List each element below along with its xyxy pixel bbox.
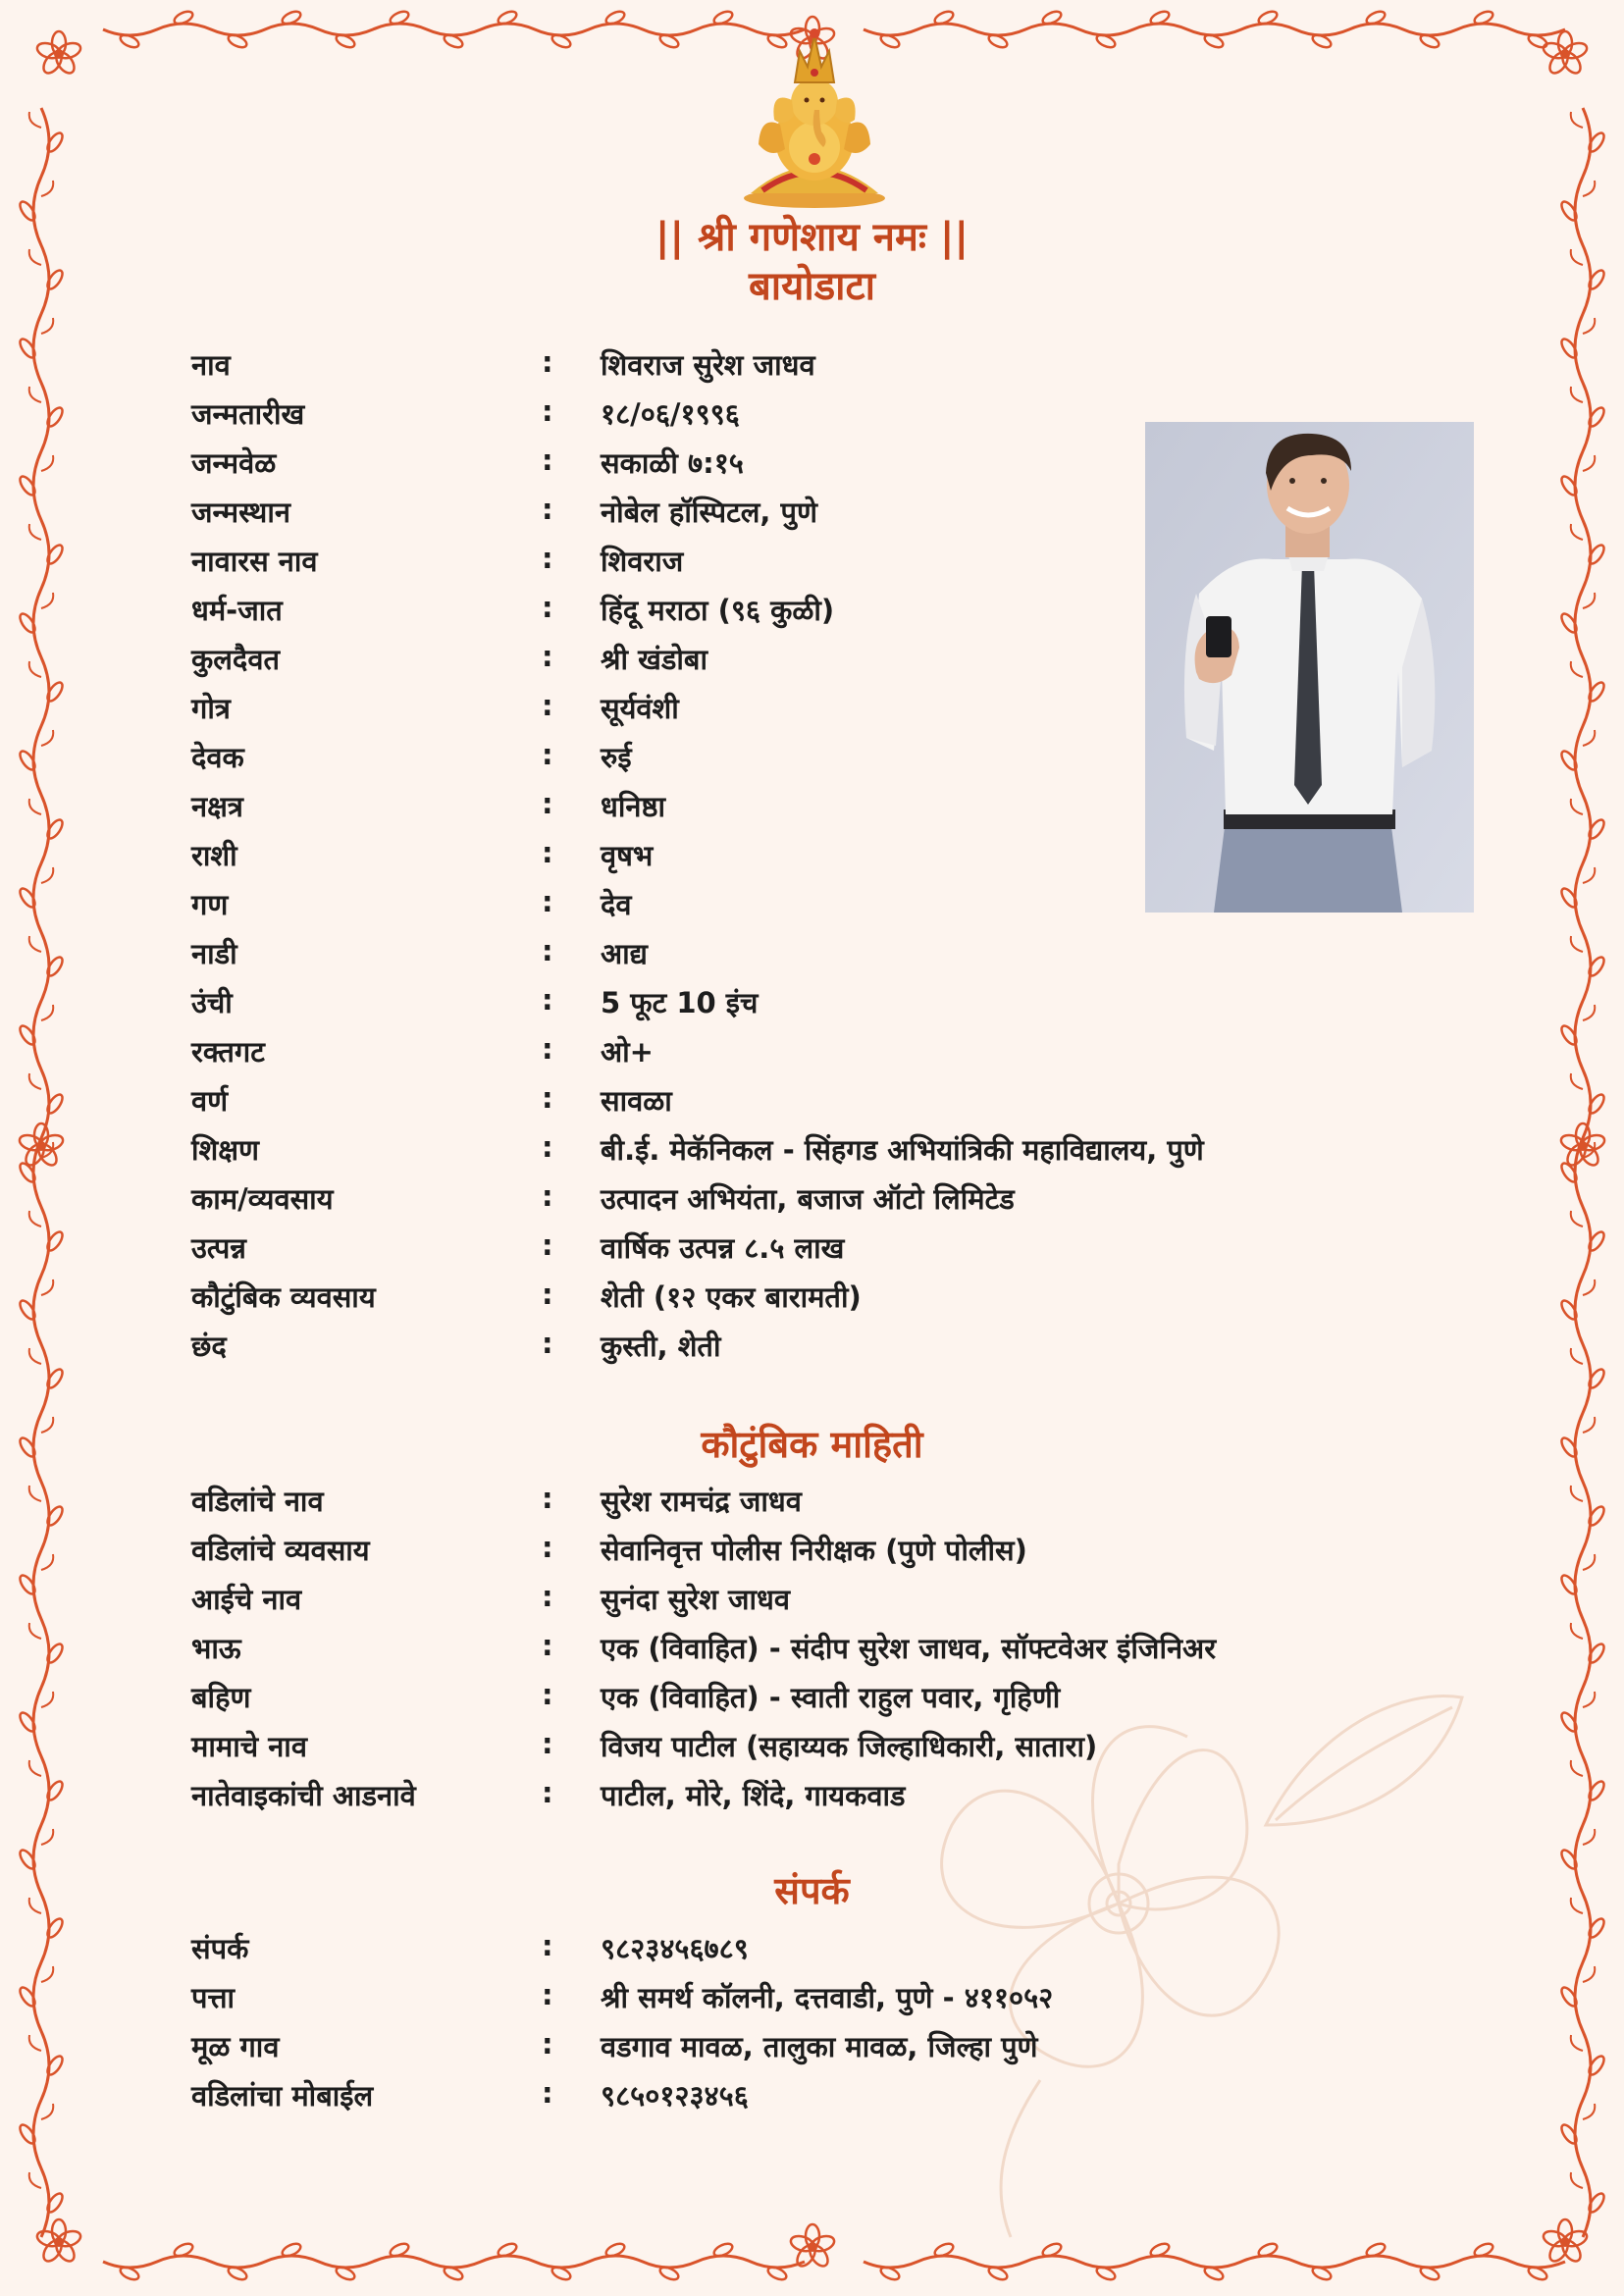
detail-row: [0, 391, 1624, 440]
vine-curl: [1583, 318, 1595, 334]
horizontal-vine: [864, 24, 1565, 35]
field-separator: :: [542, 1531, 553, 1564]
field-value: कुस्ती, शेती: [601, 1330, 721, 1363]
field-separator: :: [542, 1032, 553, 1066]
field-label: उंची: [191, 986, 233, 1019]
field-value: ९८५०१२३४५६: [601, 2079, 749, 2113]
field-separator: :: [542, 1327, 553, 1360]
vine-curl: [29, 2172, 41, 2188]
field-separator: :: [542, 640, 553, 673]
field-label: नाडी: [191, 937, 237, 970]
field-value: सकाळी ७:१५: [601, 446, 744, 480]
horizontal-vine: [103, 2256, 805, 2268]
field-label: आईचे नाव: [191, 1583, 302, 1616]
field-label: शिक्षण: [191, 1133, 259, 1167]
rosette-center: [808, 2242, 817, 2252]
field-label: राशी: [191, 839, 237, 872]
detail-row: [0, 734, 1624, 783]
field-value: पाटील, मोरे, शिंदे, गायकवाड: [601, 1779, 906, 1812]
field-value: 5 फूट 10 इंच: [601, 986, 759, 1019]
field-separator: :: [542, 934, 553, 967]
detail-row: [0, 685, 1624, 734]
field-separator: :: [542, 836, 553, 869]
field-value: वार्षिक उत्पन्न ८.५ लाख: [601, 1231, 845, 1265]
field-separator: :: [542, 738, 553, 771]
field-value: सेवानिवृत्त पोलीस निरीक्षक (पुणे पोलीस): [601, 1534, 1027, 1567]
field-separator: :: [542, 1179, 553, 1213]
field-label: नावारस नाव: [191, 545, 318, 578]
vine-curl: [1571, 2172, 1583, 2188]
field-value: हिंदू मराठा (९६ कुळी): [601, 594, 835, 627]
contact-section-heading: संपर्क: [774, 1869, 850, 1912]
family-section-heading: कौटुंबिक माहिती: [701, 1423, 923, 1466]
field-value: विजय पाटील (सहाय्यक जिल्हाधिकारी, सातारा): [601, 1730, 1098, 1763]
field-separator: :: [542, 394, 553, 428]
field-separator: :: [542, 1727, 553, 1760]
detail-row: [0, 587, 1624, 636]
field-label: कौटुंबिक व्यवसाय: [191, 1280, 376, 1314]
field-separator: :: [542, 787, 553, 820]
field-separator: :: [542, 1081, 553, 1115]
detail-row: [0, 1625, 1624, 1674]
field-value: देव: [601, 888, 632, 921]
field-label: नातेवाइकांची आडनावे: [191, 1779, 416, 1812]
field-label: वडिलांचे व्यवसाय: [191, 1534, 370, 1567]
field-label: नक्षत्र: [191, 790, 243, 823]
detail-row: [0, 1674, 1624, 1723]
detail-row: [0, 1175, 1624, 1225]
detail-row: [0, 1527, 1624, 1576]
field-separator: :: [542, 1580, 553, 1613]
field-separator: :: [542, 1978, 553, 2011]
detail-row: [0, 1478, 1624, 1527]
field-separator: :: [542, 345, 553, 379]
field-separator: :: [542, 689, 553, 722]
field-separator: :: [542, 1776, 553, 1809]
vine-curl: [1583, 181, 1595, 196]
detail-row: [0, 538, 1624, 587]
field-value: ९८२३४५६७८९: [601, 1932, 749, 1965]
field-label: गोत्र: [191, 692, 231, 725]
field-value: सुनंदा सुरेश जाधव: [601, 1583, 790, 1616]
field-value: वडगाव मावळ, तालुका मावळ, जिल्हा पुणे: [601, 2030, 1038, 2063]
field-separator: :: [542, 1130, 553, 1164]
field-separator: :: [542, 885, 553, 918]
field-value: सूर्यवंशी: [601, 692, 679, 725]
field-value: रुई: [601, 741, 632, 774]
detail-row: [0, 1126, 1624, 1175]
field-label: भाऊ: [191, 1632, 241, 1665]
field-value: धनिष्ठा: [601, 790, 666, 823]
detail-row: [0, 341, 1624, 391]
field-value: एक (विवाहित) - स्वाती राहुल पवार, गृहिणी: [601, 1681, 1061, 1714]
field-label: पत्ता: [191, 1981, 236, 2014]
field-label: धर्म-जात: [191, 594, 283, 627]
field-label: वडिलांचा मोबाईल: [191, 2079, 374, 2113]
field-label: छंद: [191, 1330, 227, 1363]
field-separator: :: [542, 591, 553, 624]
field-label: देवक: [191, 741, 244, 774]
detail-row: [0, 1323, 1624, 1372]
field-value: वृषभ: [601, 839, 654, 872]
field-label: मामाचे नाव: [191, 1730, 307, 1763]
field-label: जन्मतारीख: [191, 397, 305, 431]
field-label: संपर्क: [191, 1932, 249, 1965]
vine-curl: [41, 181, 53, 196]
field-value: उत्पादन अभियंता, बजाज ऑटो लिमिटेड: [601, 1182, 1015, 1216]
detail-row: [0, 1225, 1624, 1274]
page-title: बायोडाटा: [748, 264, 876, 309]
invocation-heading: || श्री गणेशाय नमः ||: [655, 215, 969, 260]
field-value: सावळा: [601, 1084, 672, 1118]
detail-row: [0, 1077, 1624, 1126]
detail-row: [0, 930, 1624, 979]
field-separator: :: [542, 1678, 553, 1711]
ganesha-icon: [741, 22, 888, 208]
field-label: काम/व्यवसाय: [191, 1182, 334, 1216]
field-value: श्री समर्थ कॉलनी, दत्तवाडी, पुणे - ४११०५२: [601, 1981, 1054, 2014]
field-label: जन्मस्थान: [191, 496, 290, 529]
detail-row: [0, 2023, 1624, 2072]
horizontal-vine: [864, 2256, 1565, 2268]
detail-row: [0, 1723, 1624, 1772]
field-separator: :: [542, 1482, 553, 1515]
field-separator: :: [542, 1929, 553, 1962]
field-label: जन्मवेळ: [191, 446, 277, 480]
vine-curl: [1583, 1829, 1595, 1845]
rosette-center: [54, 49, 64, 59]
field-label: कुलदैवत: [191, 643, 280, 676]
detail-row: [0, 1576, 1624, 1625]
detail-row: [0, 1974, 1624, 2023]
detail-row: [0, 489, 1624, 538]
detail-row: [0, 1028, 1624, 1077]
rosette-center: [1560, 49, 1570, 59]
field-label: रक्तगट: [191, 1035, 265, 1069]
detail-row: [0, 783, 1624, 832]
field-value: बी.ई. मेकॅनिकल - सिंहगड अभियांत्रिकी महाविद्यालय, पुणे: [601, 1133, 1204, 1167]
detail-row: [0, 636, 1624, 685]
detail-row: [0, 1274, 1624, 1323]
rosette-center: [54, 2237, 64, 2247]
field-separator: :: [542, 444, 553, 477]
field-value: श्री खंडोबा: [601, 643, 707, 676]
field-separator: :: [542, 493, 553, 526]
detail-row: [0, 2072, 1624, 2121]
vine-curl: [1571, 112, 1583, 128]
field-separator: :: [542, 983, 553, 1017]
vine-curl: [41, 1829, 53, 1845]
field-separator: :: [542, 2076, 553, 2110]
field-value: सुरेश रामचंद्र जाधव: [601, 1485, 802, 1518]
vine-curl: [29, 112, 41, 128]
detail-row: [0, 979, 1624, 1028]
field-value: नोबेल हॉस्पिटल, पुणे: [601, 496, 817, 529]
detail-row: [0, 832, 1624, 881]
field-separator: :: [542, 1228, 553, 1262]
detail-row: [0, 881, 1624, 930]
field-value: ओ+: [601, 1035, 654, 1069]
field-separator: :: [542, 1629, 553, 1662]
field-value: शेती (१२ एकर बारामती): [601, 1280, 862, 1314]
field-value: १८/०६/१९९६: [601, 397, 740, 431]
field-separator: :: [542, 542, 553, 575]
field-label: गण: [191, 888, 229, 921]
detail-row: [0, 1772, 1624, 1821]
field-label: वर्ण: [191, 1084, 229, 1118]
field-separator: :: [542, 1278, 553, 1311]
field-separator: :: [542, 2027, 553, 2061]
detail-row: [0, 1925, 1624, 1974]
field-value: शिवराज: [601, 545, 684, 578]
horizontal-vine: [103, 24, 805, 35]
field-value: एक (विवाहित) - संदीप सुरेश जाधव, सॉफ्टवेअर इंजिनिअर: [601, 1632, 1217, 1665]
field-value: आद्य: [601, 937, 648, 970]
vine-curl: [41, 318, 53, 334]
field-label: नाव: [191, 348, 231, 382]
field-label: उत्पन्न: [191, 1231, 246, 1265]
rosette-center: [1560, 2237, 1570, 2247]
detail-row: [0, 440, 1624, 489]
field-value: शिवराज सुरेश जाधव: [601, 348, 815, 382]
field-label: वडिलांचे नाव: [191, 1485, 324, 1518]
field-label: मूळ गाव: [191, 2030, 280, 2063]
field-label: बहिण: [191, 1681, 251, 1714]
